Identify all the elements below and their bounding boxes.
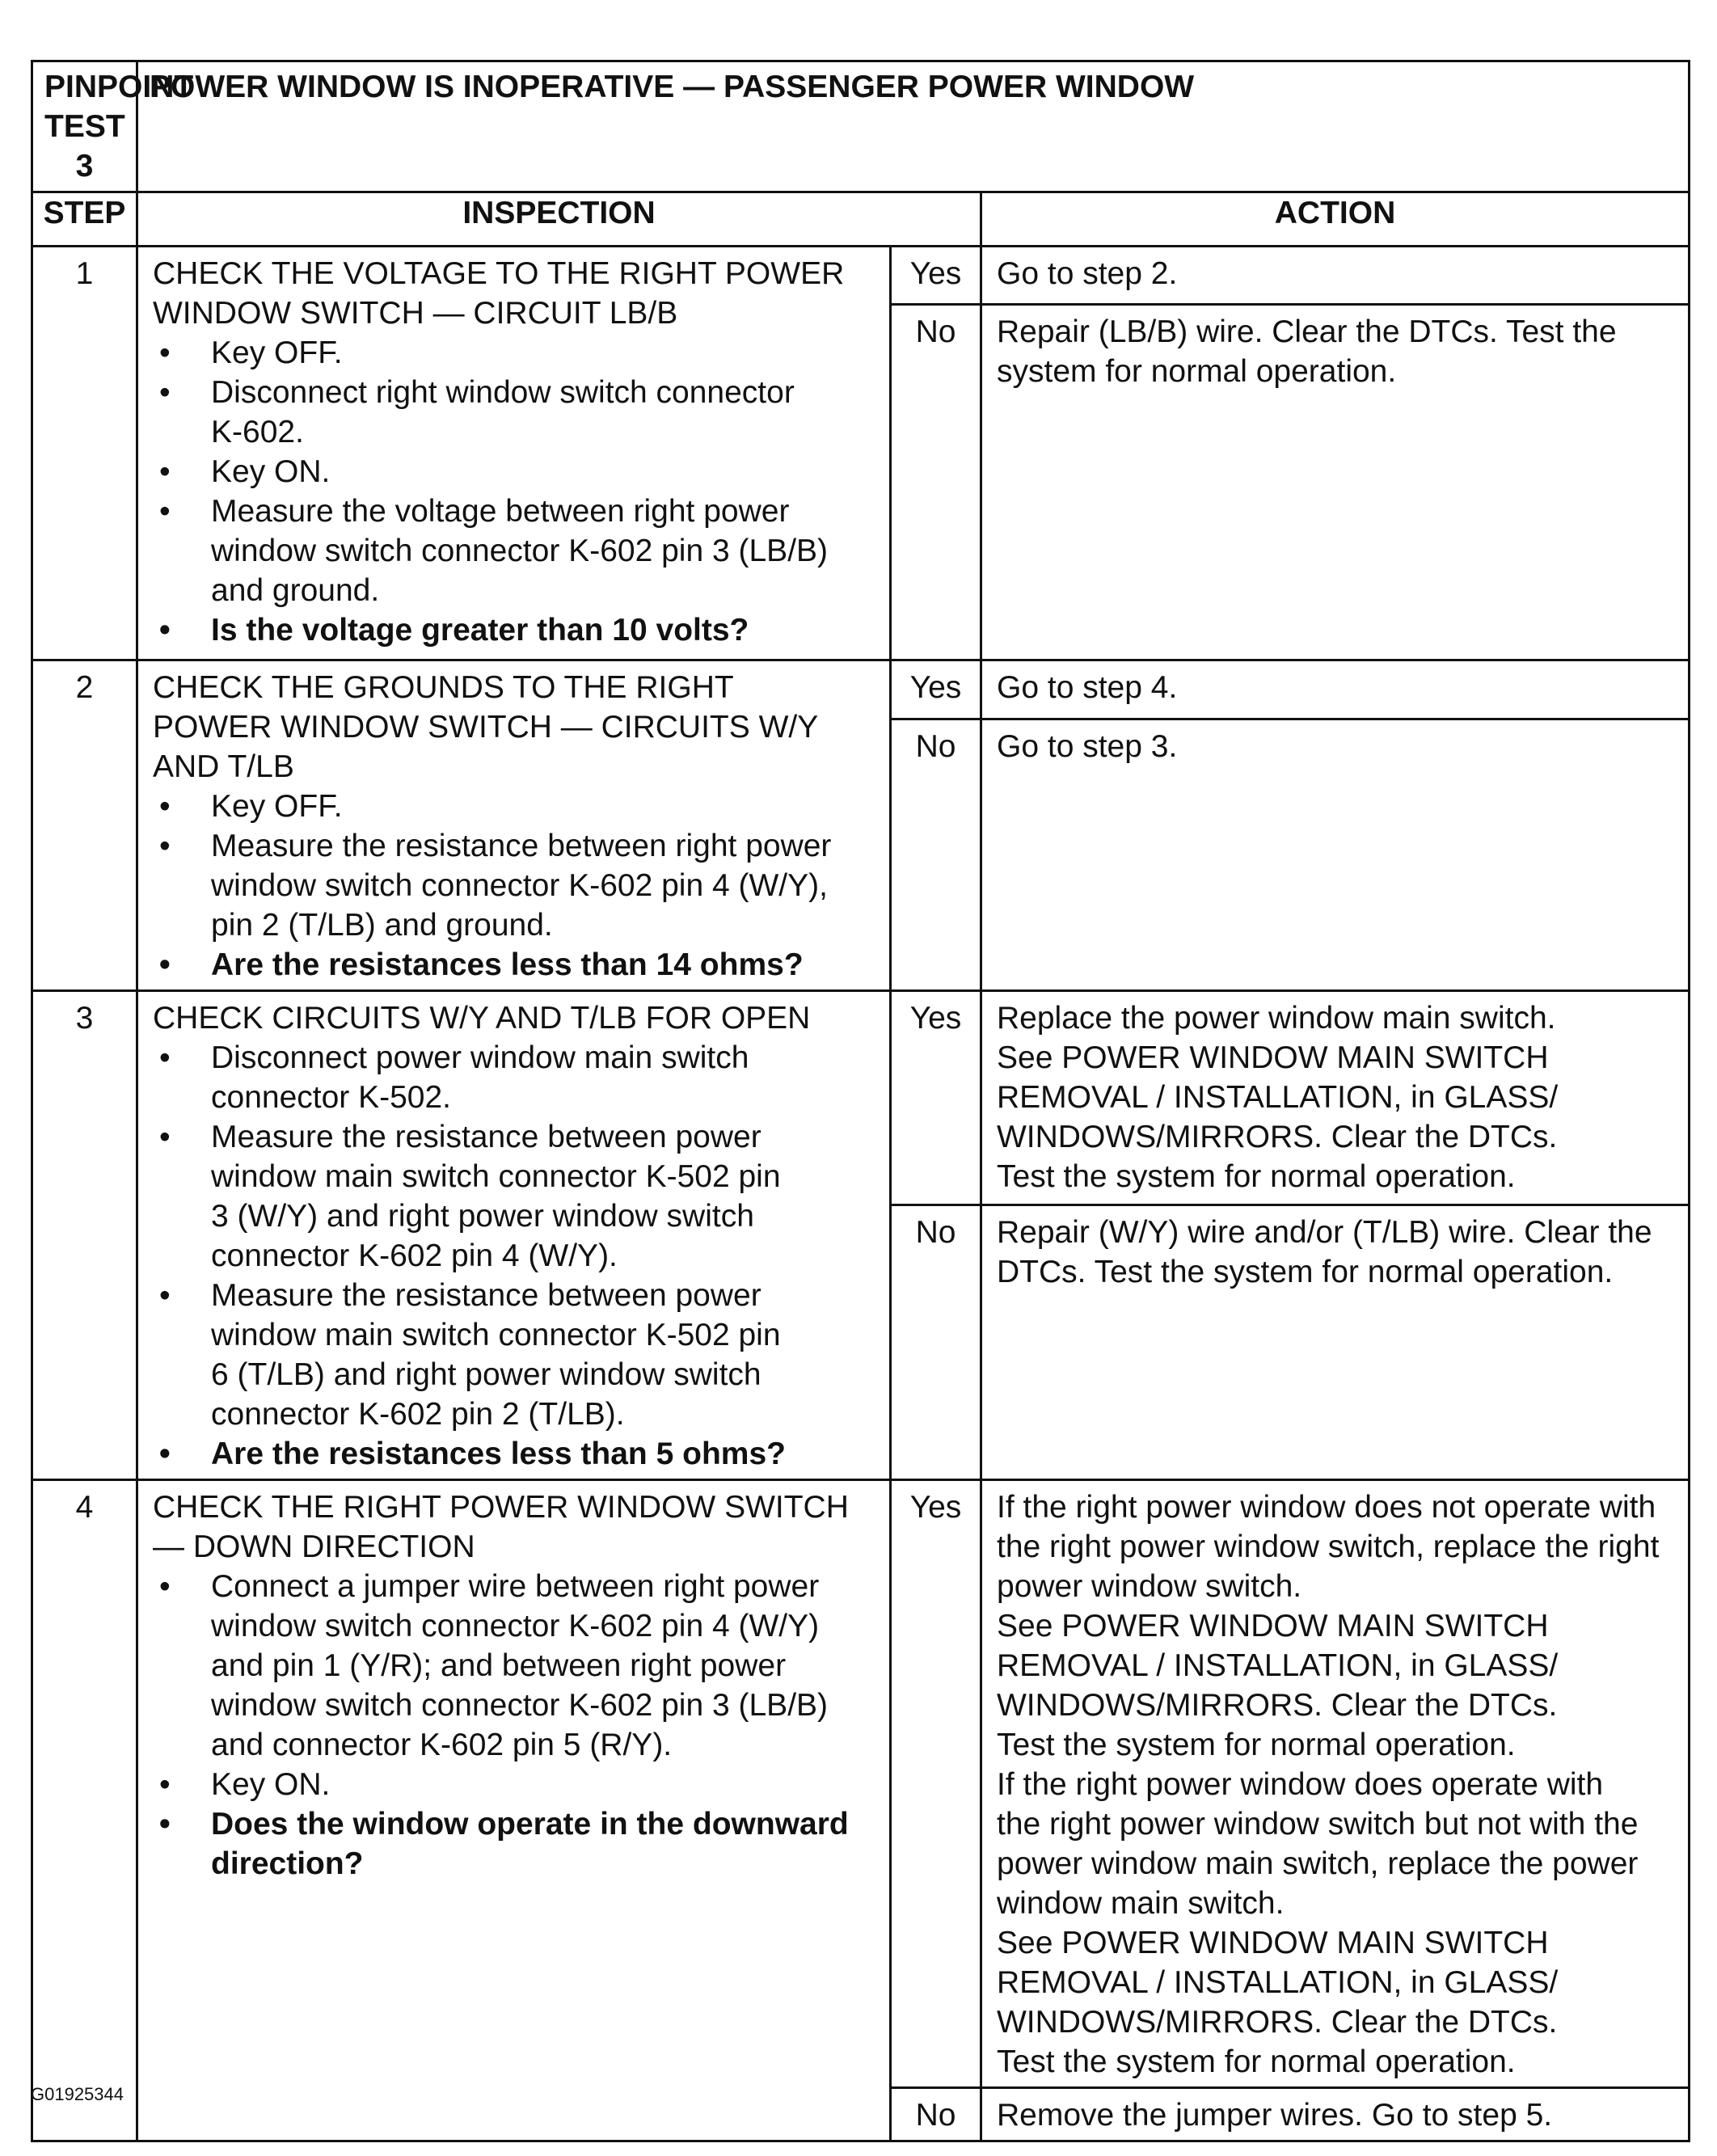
- no-action: Repair (W/Y) wire and/or (T/LB) wire. Clear the DTCs. Test the system for normal operation.: [997, 1215, 1652, 1290]
- inspection-bullet: [153, 373, 880, 452]
- question-text: Are the resistances less than 5 ohms?: [211, 1437, 786, 1471]
- bullet-text: Connect a jumper wire between right power window switch connector K-602 pin 4 (W/Y) and pin 1 (Y/R); and between right power window switch connector K-602 pin 3 (LB/B) and connector K-602 pin 5 (R/Y).: [211, 1569, 829, 1762]
- test-title-row: [32, 61, 1690, 192]
- no-label: No: [915, 314, 956, 349]
- inspection-bullet: [153, 1117, 880, 1276]
- no-label-cell: [891, 719, 981, 990]
- inspection-title: CHECK THE GROUNDS TO THE RIGHT POWER WINDOW SWITCH — CIRCUITS W/Y AND T/LB: [153, 670, 819, 784]
- yes-label-cell: [891, 247, 981, 305]
- inspection-column-header: INSPECTION: [137, 192, 981, 247]
- column-header-row: [32, 192, 1690, 247]
- yes-action-cell: [981, 660, 1690, 719]
- no-label: No: [915, 1215, 956, 1251]
- yes-label: Yes: [909, 1490, 962, 1525]
- bullet-text: Measure the resistance between power window main switch connector K-502 pin 3 (W/Y) and right power window switch connector K-602 pin 4 (W/Y).: [211, 1120, 781, 1273]
- inspection-cell: [137, 247, 891, 660]
- inspection-title: CHECK THE VOLTAGE TO THE RIGHT POWER WINDOW SWITCH — CIRCUIT LB/B: [153, 256, 845, 331]
- inspection-bullet: [153, 333, 880, 373]
- inspection-bullet: [153, 452, 880, 492]
- inspection-bullet: [153, 1567, 880, 1765]
- test-title: POWER WINDOW IS INOPERATIVE — PASSENGER POWER WINDOW: [150, 70, 1195, 104]
- inspection-cell: [137, 660, 891, 991]
- yes-action: Go to step 2.: [997, 256, 1178, 291]
- yes-action-cell: [981, 1480, 1690, 2088]
- no-label: No: [915, 2098, 956, 2133]
- step-number-cell: [32, 991, 137, 1480]
- bullet-text: Key ON.: [211, 454, 331, 489]
- bullet-icon: •: [159, 494, 171, 529]
- no-action: Remove the jumper wires. Go to step 5.: [997, 2098, 1553, 2133]
- inspection-title: CHECK CIRCUITS W/Y AND T/LB FOR OPEN: [153, 1001, 811, 1036]
- no-label-cell: [891, 1205, 981, 1480]
- step-number: 4: [75, 1490, 94, 1525]
- bullet-icon: •: [159, 1278, 171, 1313]
- bullet-text: Measure the resistance between power window main switch connector K-502 pin 6 (T/LB) and right power window switch connector K-602 pin 2 (T/LB).: [211, 1278, 781, 1432]
- inspection-bullets: [153, 1567, 880, 1884]
- yes-label-cell: [891, 660, 981, 719]
- bullet-text: Key ON.: [211, 1767, 331, 1802]
- question-text: Is the voltage greater than 10 volts?: [211, 613, 749, 648]
- bullet-icon: •: [159, 613, 171, 648]
- inspection-bullets: [153, 1038, 880, 1474]
- bullet-icon: •: [159, 1767, 171, 1802]
- bullet-icon: •: [159, 1807, 171, 1842]
- no-action-cell: [981, 2088, 1690, 2141]
- bullet-text: Measure the voltage between right power window switch connector K-602 pin 3 (LB/B) and ground.: [211, 494, 829, 608]
- bullet-icon: •: [159, 1040, 171, 1075]
- bullet-icon: •: [159, 947, 171, 982]
- bullet-icon: •: [159, 829, 171, 863]
- bullet-text: Key OFF.: [211, 789, 343, 824]
- bullet-text: Measure the resistance between right power window switch connector K-602 pin 4 (W/Y), pin 2 (T/LB) and ground.: [211, 829, 832, 943]
- bullet-text: Disconnect right window switch connector K-602.: [211, 375, 795, 449]
- yes-action-cell: [981, 247, 1690, 305]
- yes-action: Replace the power window main switch. See POWER WINDOW MAIN SWITCH REMOVAL / INSTALLATION, in GLASS/ WINDOWS/MIRRORS. Clear the DTCs. Test the system for normal operation.: [997, 1001, 1559, 1194]
- yes-label: Yes: [909, 670, 962, 705]
- inspection-bullets: [153, 787, 880, 985]
- bullet-icon: •: [159, 375, 171, 410]
- bullet-icon: •: [159, 335, 171, 370]
- bullet-icon: •: [159, 1569, 171, 1604]
- step-number-cell: [32, 247, 137, 660]
- bullet-text: Disconnect power window main switch connector K-502.: [211, 1040, 749, 1115]
- test-title-cell: [137, 61, 1690, 192]
- step-number: 3: [75, 1001, 94, 1036]
- action-column-header: ACTION: [981, 192, 1690, 247]
- inspection-cell: [137, 991, 891, 1480]
- step-column-header: STEP: [32, 192, 137, 247]
- yes-label-cell: [891, 991, 981, 1205]
- yes-action-cell: [981, 991, 1690, 1205]
- test-id-cell: [32, 61, 194, 192]
- question-text: Are the resistances less than 14 ohms?: [211, 947, 804, 982]
- step-number: 1: [75, 256, 94, 291]
- step-number-cell: [32, 660, 137, 991]
- inspection-bullets: [153, 333, 880, 650]
- figure-code: G01925344: [31, 2084, 124, 2104]
- inspection-cell: [137, 1480, 891, 2141]
- no-action-cell: [981, 1205, 1690, 1480]
- bullet-icon: •: [159, 1120, 171, 1154]
- step-number: 2: [75, 670, 94, 705]
- inspection-bullet: [153, 492, 880, 610]
- step-number-cell: [32, 1480, 137, 2141]
- bullet-icon: •: [159, 1437, 171, 1471]
- no-label-cell: [891, 2088, 981, 2141]
- step-row: [32, 1480, 1690, 2088]
- step-row: [32, 991, 1690, 1205]
- inspection-question: [153, 610, 880, 650]
- no-action-cell: [981, 719, 1690, 990]
- steps-body: [32, 247, 1690, 2141]
- bullet-icon: •: [159, 789, 171, 824]
- step-row: [32, 660, 1690, 719]
- no-action: Repair (LB/B) wire. Clear the DTCs. Test the system for normal operation.: [997, 314, 1617, 389]
- inspection-bullet: [153, 1765, 880, 1804]
- inspection-bullet: [153, 826, 880, 945]
- no-label-cell: [891, 305, 981, 660]
- inspection-bullet: [153, 1038, 880, 1117]
- test-id-label: PINPOINT TEST 3: [44, 70, 194, 184]
- bullet-text: Key OFF.: [211, 335, 343, 370]
- yes-action: If the right power window does not operate with the right power window switch, replace the right power window switch. See POWER WINDOW MAIN SWITCH REMOVAL / INSTALLATION, in GLASS/ WINDOWS/MIRRORS. Clear the DTCs. Test the system for normal operation. If the right power window does operate with the right power window switch but not with the power window main switch, replace the power window main switch. See POWER WINDOW MAIN SWITCH REMOVAL / INSTALLATION, in GLASS/ WINDOWS/MIRRORS. Clear the DTCs. Test the system for normal operation.: [997, 1490, 1660, 2079]
- inspection-question: [153, 945, 880, 985]
- inspection-question: [153, 1434, 880, 1474]
- no-label: No: [915, 728, 956, 764]
- inspection-bullet: [153, 1276, 880, 1434]
- no-action: Go to step 3.: [997, 728, 1178, 764]
- yes-action: Go to step 4.: [997, 670, 1178, 705]
- yes-label: Yes: [909, 256, 962, 291]
- pinpoint-test-table: [31, 60, 1690, 2142]
- no-action-cell: [981, 305, 1690, 660]
- inspection-title: CHECK THE RIGHT POWER WINDOW SWITCH — DOWN DIRECTION: [153, 1490, 849, 1564]
- yes-label: Yes: [909, 1001, 962, 1036]
- inspection-bullet: [153, 787, 880, 826]
- yes-label-cell: [891, 1480, 981, 2088]
- step-row: [32, 247, 1690, 305]
- bullet-icon: •: [159, 454, 171, 489]
- inspection-question: [153, 1804, 880, 1884]
- question-text: Does the window operate in the downward direction?: [211, 1807, 849, 1881]
